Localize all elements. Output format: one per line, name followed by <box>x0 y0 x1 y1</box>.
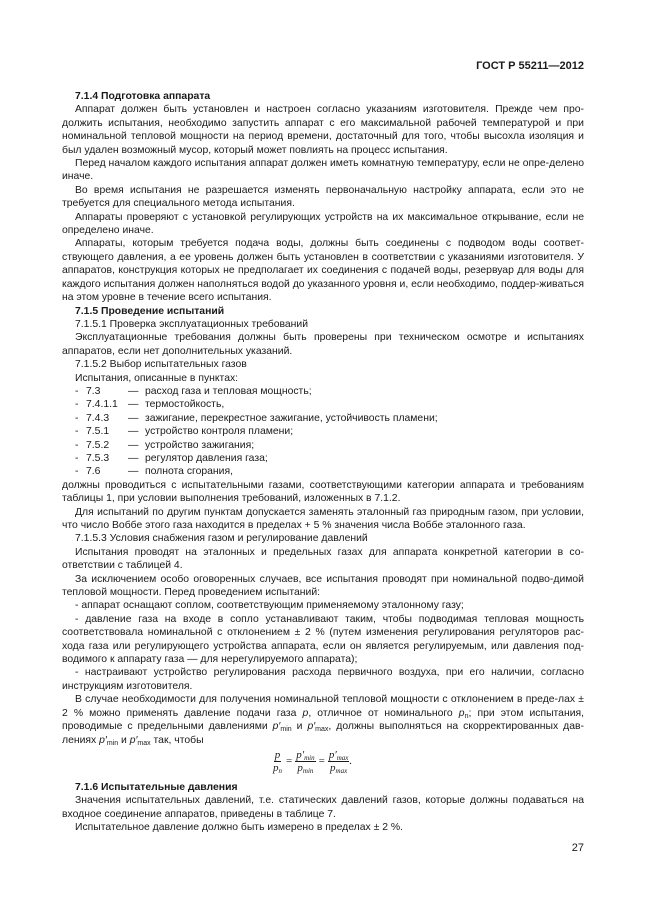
bullet-paragraph: - аппарат оснащают соплом, соответствующим применяемому эталонному газу; <box>75 600 464 612</box>
standard-header: ГОСТ Р 55211—2012 <box>476 60 584 72</box>
section-heading-7-1-4: 7.1.4 Подготовка аппарата <box>75 91 211 102</box>
bullet-paragraph: - давление газа на входе в сопло устанавливают таким, чтобы подводимая тепловая мощность соответствовала номинальной с отклонением ± 2 % (путем изменения регулирования регуляторов рас-хода газа или регулирующего устройства аппарата, если он является регулируемым, или давления под-водимого к аппарату газа — для нерегулируемого аппарата); <box>62 613 584 666</box>
list-item: - 7.5.3 — регулятор давления газа; <box>75 452 268 464</box>
subsection-heading-7-1-5-2: 7.1.5.2 Выбор испытательных газов <box>75 359 247 371</box>
paragraph: Во время испытания не разрешается изменять первоначальную настройку аппарата, если это не требуется для специального метода испытания. <box>62 184 584 210</box>
paragraph: Аппараты, которым требуется подача воды, должны быть соединены с подводом воды соответ-ствующего давления, а ее уровень должен быть установлен в соответствии с указаниями изготовителя. У аппаратов, конструкция которых не предполагает их соединения с подачей воды, резервуар для воды для каждого испытания должен наполняться водой до указанного уровня и, если необходимо, поддер-живаться на этом уровне в течение всего испытания. <box>62 238 584 304</box>
paragraph: Аппарат должен быть установлен и настроен согласно указаниям изготовителя. Прежде чем про-должить испытания, необходимо запустить аппарат с его максимальной рабочей температурой и при номинальной тепловой мощности на период времени, достаточный для того, чтобы высохла изоляция и был удален возможный мусор, который может повлиять на процесс испытания. <box>62 104 584 156</box>
section-heading-7-1-6: 7.1.6 Испытательные давления <box>75 781 238 793</box>
test-items-list <box>62 385 584 479</box>
list-item: - 7.5.2 — устройство зажигания; <box>75 439 255 451</box>
page-number: 27 <box>571 842 584 854</box>
paragraph: За исключением особо оговоренных случаев, все испытания проводят при номинальной подво-димой тепловой мощности. Перед проведением испытаний: <box>62 573 584 599</box>
paragraph: Значения испытательных давлений, т.е. статических давлений газов, которые должны подаваться на входное соединение аппаратов, приведены в таблице 7. <box>62 795 584 820</box>
paragraph: должны проводиться с испытательными газами, соответствующими категории аппарата и требованиям таблицы 1, при условии выполнения требований, изложенных в 7.1.2. <box>62 479 584 505</box>
paragraph: Испытания проводят на эталонных и предельных газах для аппарата конкретной категории в со-ответствии с таблицей 4. <box>62 546 584 572</box>
paragraph: Для испытаний по другим пунктам допускается заменять эталонный газ природным газом, при условии, что число Воббе этого газа находится в пределах + 5 % значения числа Воббе эталонного газа. <box>62 506 584 531</box>
bullet-paragraph: - настраивают устройство регулирования расхода первичного воздуха, при его наличии, согласно инструкциям изготовителя. <box>62 667 584 692</box>
content <box>62 90 584 835</box>
list-item: - 7.3 — расход газа и тепловая мощность; <box>75 385 312 397</box>
pressure-paragraph: В случае необходимости для получения номинальной тепловой мощности с отклонением в преде-лах ± 2 % можно применять давление подачи газа p, отличное от номинального $p_n$; при этом испытания, проводимые с предельными давлениями $p'_{min}$ и $p'_{max}$, должны выполняться на скорректированных дав-лениях $p'_{min}$ и $p'_{max}$ так, чтобы <box>62 694 585 747</box>
pressure-formula: $\frac{p}{p_n}$ = $p'_{min}$ $p_{min}$ = $p'_{max}$ $p_{max}$ . <box>273 748 353 775</box>
section-heading-7-1-5: 7.1.5 Проведение испытаний <box>75 305 225 317</box>
list-item: - 7.4.1.1 — термостойкость, <box>75 399 225 411</box>
subsection-heading-7-1-5-1: 7.1.5.1 Проверка эксплуатационных требований <box>75 318 309 330</box>
list-item: - 7.5.1 — устройство контроля пламени; <box>75 426 294 438</box>
subsection-heading-7-1-5-3: 7.1.5.3 Условия снабжения газом и регулирование давлений <box>75 533 368 545</box>
list-item: - 7.6 — полнота сгорания, <box>75 466 233 478</box>
formula-row <box>62 747 584 781</box>
paragraph: Испытательное давление должно быть измерено в пределах ± 2 %. <box>75 822 403 834</box>
paragraph: Эксплуатационные требования должны быть проверены при техническом осмотре и испытаниях аппаратов, если нет дополнительных указаний. <box>62 332 584 357</box>
paragraph: Перед началом каждого испытания аппарат должен иметь комнатную температуру, если не опре-делено иначе. <box>62 158 584 183</box>
paragraph: Аппараты проверяют с установкой регулирующих устройств на их максимальное открывание, если не определено иначе. <box>62 211 584 237</box>
list-item: - 7.4.3 — зажигание, перекрестное зажигание, устойчивость пламени; <box>75 412 438 424</box>
list-intro: Испытания, описанные в пунктах: <box>75 372 239 384</box>
